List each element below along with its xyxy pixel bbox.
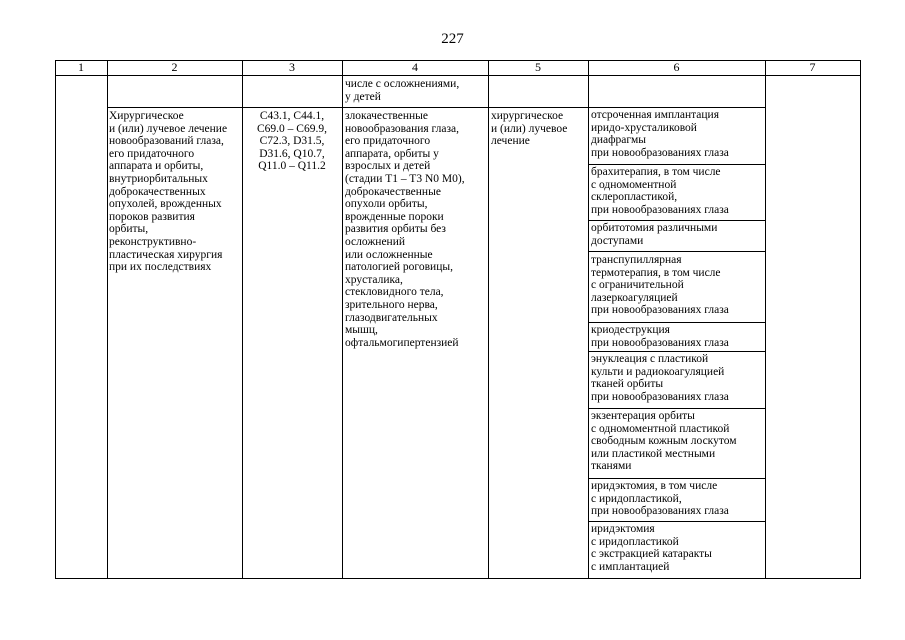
method-divider <box>588 322 765 323</box>
text-line: экзентерация орбиты <box>591 410 695 422</box>
text-line: развития орбиты без <box>345 223 446 236</box>
text-line: энуклеация с пластикой <box>591 353 709 365</box>
header-bottom-border <box>55 75 861 76</box>
method-cell <box>591 166 729 216</box>
method-cell <box>591 410 737 473</box>
text-line: иридо-хрусталиковой <box>591 121 697 134</box>
col-border <box>342 60 343 579</box>
text-line: аппарата, орбиты у <box>345 147 439 160</box>
text-line: с ограничительной <box>591 279 684 292</box>
text-line: тканей орбиты <box>591 378 664 391</box>
method-cell <box>591 324 729 349</box>
method-cell <box>591 523 712 573</box>
col-border <box>55 60 56 579</box>
text-line: с иридопластикой <box>591 535 679 548</box>
text-line: брахитерапия, в том числе <box>591 166 721 178</box>
text-line: орбиты, <box>109 223 149 236</box>
text-line: офтальмогипертензией <box>345 336 459 349</box>
text-line: при новообразованиях глаза <box>591 390 729 403</box>
text-line: патологией роговицы, <box>345 261 453 274</box>
method-cell <box>591 254 729 317</box>
method-cell <box>591 222 717 247</box>
text-line: новообразования глаза, <box>345 122 460 135</box>
text-line: иридэктомия, в том числе <box>591 480 718 492</box>
method-divider <box>588 478 765 479</box>
text-line: глазодвигательных <box>345 311 438 324</box>
text-line: его придаточного <box>109 147 195 160</box>
text-line: тканями <box>591 460 632 473</box>
col-border <box>588 60 589 579</box>
text-line: D31.6, Q10.7, <box>259 147 325 160</box>
text-line: пластическая хирургия <box>109 248 223 261</box>
method-cell <box>591 353 729 403</box>
text-line: иридэктомия <box>591 523 655 535</box>
text-line: или пластикой местными <box>591 447 716 460</box>
text-line: мышц, <box>345 324 378 337</box>
method-cell <box>591 480 729 518</box>
text-line: взрослых и детей <box>345 160 431 173</box>
text-line: орбитотомия различными <box>591 222 718 234</box>
text-line: врожденные пороки <box>345 210 444 223</box>
column-header-3: 3 <box>289 60 295 74</box>
column-header-4: 4 <box>412 60 418 74</box>
text-line: диафрагмы <box>591 134 646 147</box>
text-line: термотерапия, в том числе <box>591 266 721 279</box>
text-line: доброкачественные <box>345 185 441 198</box>
icd-codes-cell <box>243 110 341 173</box>
column-header-7: 7 <box>809 60 816 74</box>
column-header-1: 1 <box>78 60 84 74</box>
method-divider <box>588 164 765 165</box>
text-line: внутриорбитальных <box>109 172 208 185</box>
text-line: при новообразованиях глаза <box>591 203 729 216</box>
text-line: реконструктивно- <box>109 235 197 248</box>
text-line: хрусталика, <box>345 273 403 286</box>
text-line: пороков развития <box>109 210 195 223</box>
method-divider <box>588 351 765 352</box>
text-line: стекловидного тела, <box>345 286 444 299</box>
text-line: C69.0 – C69.9, <box>257 122 327 135</box>
text-line: его придаточного <box>345 135 431 148</box>
text-line: лечение <box>491 135 530 148</box>
text-line: доступами <box>591 234 644 247</box>
method-divider <box>588 220 765 221</box>
method-cell <box>591 109 729 159</box>
text-line: Q11.0 – Q11.2 <box>258 160 326 173</box>
text-line: отсроченная имплантация <box>591 109 719 121</box>
text-line: хирургическое <box>491 110 564 122</box>
text-line: с одномоментной пластикой <box>591 422 730 435</box>
text-line: зрительного нерва, <box>345 298 438 311</box>
col-border <box>107 60 108 579</box>
method-divider <box>588 251 765 252</box>
text-line: с одномоментной <box>591 178 677 191</box>
text-line: осложнений <box>345 235 406 248</box>
text-line: лазеркоагуляцией <box>591 291 678 304</box>
text-line: злокачественные <box>345 110 428 122</box>
treatment-type-cell <box>491 110 567 148</box>
text-line: опухолей, врожденных <box>109 198 222 211</box>
text-line: культи и радиокоагуляцией <box>591 365 725 378</box>
text-line: криодеструкция <box>591 324 670 336</box>
column-header-5: 5 <box>535 60 541 74</box>
text-line: и (или) лучевое лечение <box>109 122 228 135</box>
text-line: числе с осложнениями, <box>345 78 460 90</box>
text-line: C43.1, C44.1, <box>259 110 325 122</box>
services-table <box>55 60 860 578</box>
text-line: у детей <box>345 90 381 103</box>
method-divider <box>588 408 765 409</box>
text-line: (стадии T1 – T3 N0 M0), <box>345 172 465 185</box>
continuation-condition-cell <box>345 78 459 103</box>
text-line: доброкачественных <box>109 185 206 198</box>
text-line: склеропластикой, <box>591 191 678 204</box>
text-line: транспупиллярная <box>591 254 682 266</box>
text-line: новообразований глаза, <box>109 135 224 148</box>
text-line: с экстракцией катаракты <box>591 548 712 561</box>
text-line: с имплантацией <box>591 560 670 573</box>
col-border <box>860 60 861 579</box>
text-line: и (или) лучевое <box>491 122 568 135</box>
column-header-6: 6 <box>673 60 680 74</box>
text-line: с иридопластикой, <box>591 492 682 505</box>
column-header-2: 2 <box>171 60 178 74</box>
text-line: аппарата и орбиты, <box>109 160 204 173</box>
table-bottom-border <box>55 578 861 579</box>
service-name-cell <box>109 110 227 274</box>
text-line: свободным кожным лоскутом <box>591 435 737 448</box>
text-line: или осложненные <box>345 248 433 261</box>
text-line: опухоли орбиты, <box>345 198 428 211</box>
page-number: 227 <box>441 31 464 47</box>
text-line: при новообразованиях глаза <box>591 146 729 159</box>
col-border <box>765 60 766 579</box>
method-divider <box>588 521 765 522</box>
text-line: при новообразованиях глаза <box>591 304 729 317</box>
col-border <box>488 60 489 579</box>
text-line: Хирургическое <box>109 110 184 122</box>
text-line: C72.3, D31.5, <box>259 135 325 148</box>
text-line: при новообразованиях глаза <box>591 505 729 518</box>
row-divider <box>107 107 765 108</box>
condition-cell <box>345 110 465 349</box>
text-line: при их последствиях <box>109 261 212 274</box>
text-line: при новообразованиях глаза <box>591 336 729 349</box>
